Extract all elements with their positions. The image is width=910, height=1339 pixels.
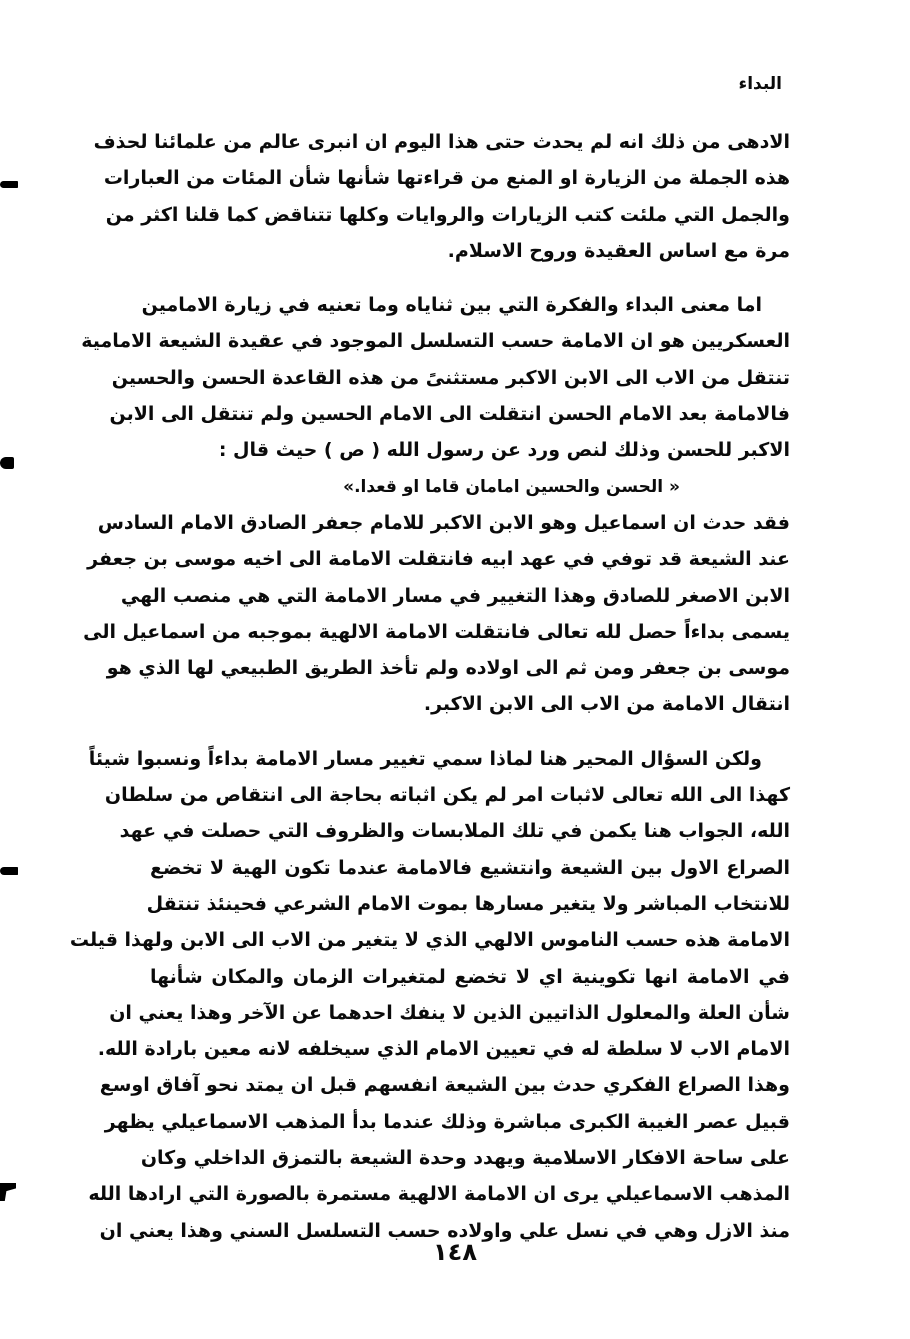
text-line: عند الشيعة قد توفي في عهد ابيه فانتقلت الامامة الى اخيه موسى بن جعفر [87,548,790,571]
text-line: المذهب الاسماعيلي يرى ان الامامة الالهية مستمرة بالصورة التي ارادها الله [88,1183,790,1206]
text-line: الابن الاصغر للصادق وهذا التغيير في مسار الامامة التي هي منصب الهي [120,584,790,607]
text-line: هذه الجملة من الزيارة او المنع من قراءتها شأنها شأن المئات من العبارات [103,167,790,190]
text-line: العسكريين هو ان الامامة حسب التسلسل الموجود في عقيدة الشيعة الامامية [81,330,790,353]
text-line: كهذا الى الله تعالى لاثبات امر لم يكن اثباته بحاجة الى انتقاص من سلطان [104,784,790,807]
text-line: للانتخاب المباشر ولا يتغير مسارها بموت الامام الشرعي فحينئذ تنتقل [146,892,790,915]
text-line: مرة مع اساس العقيدة وروح الاسلام. [447,239,790,262]
text-line: قبيل عصر الغيبة الكبرى مباشرة وذلك عندما بدأ المذهب الاسماعيلي يظهر [104,1110,790,1133]
text-line: الله، الجواب هنا يكمن في تلك الملابسات والظروف التي حصلت في عهد [119,820,790,843]
text-line: الامامة هذه حسب الناموس الالهي الذي لا يتغير من الاب الى الابن ولهذا قيلت [69,929,790,952]
body-text [69,124,790,1249]
text-line: انتقال الامامة من الاب الى الابن الاكبر. [423,693,790,716]
scan-mark [0,181,18,188]
text-line: الامام الاب لا سلطة له في تعيين الامام الذي سيخلفه لانه معين بارادة الله. [97,1038,790,1061]
paragraph-3 [69,741,790,1249]
text-line: تنتقل من الاب الى الابن الاكبر مستثنىً من هذه القاعدة الحسن والحسين [111,366,790,389]
running-header: البداء [738,74,782,94]
text-line: على ساحة الافكار الاسلامية ويهدد وحدة الشيعة بالتمزق الداخلي وكان [140,1147,790,1170]
text-line: فالامامة بعد الامام الحسن انتقلت الى الامام الحسين ولم تنتقل الى الابن [109,403,790,426]
text-line: الاكبر للحسن وذلك لنص ورد عن رسول الله ( ص ) حيث قال : [218,439,790,462]
scan-mark [0,457,14,469]
text-line: يسمى بداءاً حصل لله تعالى فانتقلت الامامة الالهية بموجبه من اسماعيل الى [83,620,790,643]
text-line: فقد حدث ان اسماعيل وهو الابن الاكبر للامام جعفر الصادق الامام السادس [97,511,790,534]
text-line: ولكن السؤال المحير هنا لماذا سمي تغيير مسار الامامة بداءاً ونسبوا شيئاً [88,747,762,770]
hadith-quote: « الحسن والحسين امامان قاما او قعدا.» [343,476,680,497]
paragraph-2 [81,287,790,723]
text-line: والجمل التي ملئت كتب الزيارات والروايات وكلها تتناقض كما قلنا اكثر من [105,203,790,226]
text-line: في الامامة انها تكوينية اي لا تخضع لمتغيرات الزمان والمكان شأنها [150,965,790,988]
text-line: موسى بن جعفر ومن ثم الى اولاده ولم تأخذ الطريق الطبيعي لها الذي هو [106,657,790,680]
scan-mark [0,1183,16,1201]
text-line: اما معنى البداء والفكرة التي بين ثناياه وما تعنيه في زيارة الامامين [141,294,762,317]
text-line: شأن العلة والمعلول الذاتيين الذين لا ينفك احدهما عن الآخر وهذا يعني ان [109,1001,790,1024]
text-line: وهذا الصراع الفكري حدث بين الشيعة انفسهم قبل ان يمتد نحو آفاق اوسع [99,1074,790,1097]
text-line: منذ الازل وهي في نسل علي واولاده حسب التسلسل السني وهذا يعني ان [99,1219,790,1242]
page-number: ١٤٨ [433,1238,477,1266]
scan-mark [0,867,18,875]
text-line: الادهى من ذلك انه لم يحدث حتى هذا اليوم ان انبرى عالم من علمائنا لحذف [93,131,790,153]
paragraph-1 [93,124,790,269]
text-line: الصراع الاول بين الشيعة وانتشيع فالامامة عندما تكون الهية لا تخضع [150,856,790,879]
